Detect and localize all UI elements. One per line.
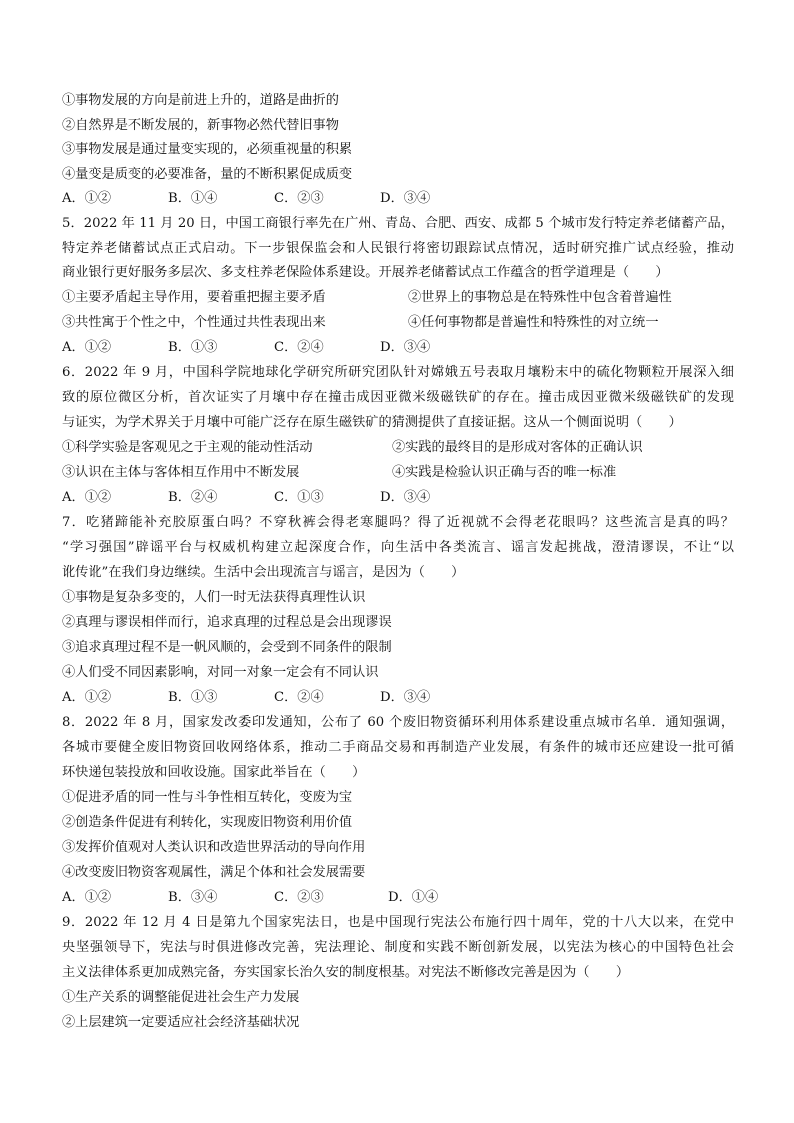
q8-item-1: ①促进矛盾的同一性与斗争性相互转化，变废为宝 bbox=[62, 790, 353, 805]
q5-item-1: ①主要矛盾起主导作用，要着重把握主要矛盾 bbox=[62, 290, 326, 305]
q7-item-2: ②真理与谬误相伴而行，追求真理的过程总是会出现谬误 bbox=[62, 615, 392, 630]
q4-item-4: ④量变是质变的必要准备，量的不断积累促成质变 bbox=[62, 167, 353, 182]
q5-item-2: ②世界上的事物总是在特殊性中包含着普遍性 bbox=[408, 290, 672, 305]
q5-items-row-2 bbox=[62, 314, 659, 332]
q8-stem-line-1: 8．2022 年 8 月，国家发改委印发通知，公布了 60 个废旧物资循环利用体系建设重点城市名单．通知强调， bbox=[62, 715, 734, 730]
q5-item-4: ④任何事物都是普遍性和特殊性的对立统一 bbox=[408, 315, 659, 330]
q6-stem-line-2: 致的原位微区分析，首次证实了月壤中存在撞击成因亚微米级磁铁矿的存在。撞击成因亚微米级磁铁矿的发现 bbox=[62, 390, 734, 405]
q7-stem-line-1: 7．吃猪蹄能补充胶原蛋白吗？不穿秋裤会得老寒腿吗？得了近视就不会得老花眼吗？这些流言是真的吗？ bbox=[62, 515, 734, 530]
q6-stem-line-1: 6．2022 年 9 月，中国科学院地球化学研究所研究团队针对嫦娥五号表取月壤粉末中的硫化物颗粒开展深入细 bbox=[62, 365, 734, 380]
q8-item-4: ④改变废旧物资客观属性，满足个体和社会发展需要 bbox=[62, 865, 366, 880]
q5-option-a[interactable]: A．①② bbox=[62, 340, 112, 355]
q5-items-row-1 bbox=[62, 289, 672, 307]
q5-stem-line-2: 特定养老储蓄试点正式启动。下一步银保监会和人民银行将密切跟踪试点情况，适时研究推广试点经验，推动 bbox=[62, 241, 734, 256]
q7-option-a[interactable]: A．①② bbox=[62, 690, 112, 705]
q7-item-1: ①事物是复杂多变的，人们一时无法获得真理性认识 bbox=[62, 590, 366, 605]
q6-item-2: ②实践的最终目的是形成对客体的正确认识 bbox=[392, 440, 643, 455]
q7-option-c[interactable]: C．②④ bbox=[274, 690, 324, 705]
q7-stem-line-3: 讹传讹”在我们身边继续。生活中会出现流言与谣言，是因为（ ） bbox=[62, 565, 465, 580]
q7-option-b[interactable]: B．①③ bbox=[168, 690, 218, 705]
q8-item-2: ②创造条件促进有利转化，实现废旧物资利用价值 bbox=[62, 815, 353, 830]
q6-option-c[interactable]: C．①③ bbox=[274, 490, 324, 505]
q9-stem-line-3: 主义法律体系更加成熟完备，夯实国家长治久安的制度根基。对宪法不断修改完善是因为（ ） bbox=[62, 965, 630, 980]
q8-option-d[interactable]: D．①④ bbox=[388, 890, 439, 905]
q8-option-c[interactable]: C．②③ bbox=[274, 890, 324, 905]
q8-stem-line-3: 环快递包装投放和回收设施。国家此举旨在（ ） bbox=[62, 765, 366, 780]
q9-stem-line-1: 9．2022 年 12 月 4 日是第九个国家宪法日，也是中国现行宪法公布施行四十周年，党的十八大以来，在党中 bbox=[62, 915, 734, 930]
q6-stem-line-3: 与证实，为学术界关于月壤中可能广泛存在原生磁铁矿的猜测提供了直接证据。这从一个侧面说明（ ） bbox=[62, 415, 682, 430]
q6-item-4: ④实践是检验认识正确与否的唯一标准 bbox=[392, 465, 617, 480]
q5-option-c[interactable]: C．②④ bbox=[274, 340, 324, 355]
q4-option-c[interactable]: C．②③ bbox=[274, 191, 324, 206]
q5-stem-line-3: 商业银行更好服务多层次、多支柱养老保险体系建设。开展养老储蓄试点工作蕴含的哲学道理是（ ） bbox=[62, 265, 669, 280]
q8-stem-line-2: 各城市要健全废旧物资回收网络体系，推动二手商品交易和再制造产业发展，有条件的城市还应建设一批可循 bbox=[62, 740, 734, 755]
q6-option-d[interactable]: D．③④ bbox=[380, 490, 431, 505]
q4-option-d[interactable]: D．③④ bbox=[380, 191, 431, 206]
q6-items-row-2 bbox=[62, 464, 616, 482]
q6-option-a[interactable]: A．①② bbox=[62, 490, 112, 505]
q6-item-3: ③认识在主体与客体相互作用中不断发展 bbox=[62, 465, 300, 480]
q7-option-d[interactable]: D．③④ bbox=[380, 690, 431, 705]
q8-options bbox=[62, 889, 438, 907]
q4-option-b[interactable]: B．①④ bbox=[168, 191, 218, 206]
q9-item-2: ②上层建筑一定要适应社会经济基础状况 bbox=[62, 1015, 300, 1030]
q9-item-1: ①生产关系的调整能促进社会生产力发展 bbox=[62, 990, 300, 1005]
q8-item-3: ③发挥价值观对人类认识和改造世界活动的导向作用 bbox=[62, 840, 366, 855]
q5-item-3: ③共性寓于个性之中，个性通过共性表现出来 bbox=[62, 315, 326, 330]
q6-item-1: ①科学实验是客观见之于主观的能动性活动 bbox=[62, 440, 313, 455]
q5-option-d[interactable]: D．③④ bbox=[380, 340, 431, 355]
q4-item-3: ③事物发展是通过量变实现的，必须重视量的积累 bbox=[62, 142, 353, 157]
q4-item-2: ②自然界是不断发展的，新事物必然代替旧事物 bbox=[62, 118, 339, 133]
q7-item-4: ④人们受不同因素影响，对同一对象一定会有不同认识 bbox=[62, 665, 379, 680]
q4-option-a[interactable]: A．①② bbox=[62, 191, 112, 206]
q4-item-1: ①事物发展的方向是前进上升的，道路是曲折的 bbox=[62, 93, 339, 108]
q8-option-b[interactable]: B．③④ bbox=[168, 890, 218, 905]
q5-option-b[interactable]: B．①③ bbox=[168, 340, 218, 355]
q4-options bbox=[62, 190, 430, 208]
q6-items-row-1 bbox=[62, 439, 643, 457]
q6-option-b[interactable]: B．②④ bbox=[168, 490, 218, 505]
q9-stem-line-2: 央坚强领导下，宪法与时俱进修改完善，宪法理论、制度和实践不断创新发展，以宪法为核心的中国特色社会 bbox=[62, 940, 734, 955]
q8-option-a[interactable]: A．①② bbox=[62, 890, 112, 905]
q5-stem-line-1: 5．2022 年 11 月 20 日，中国工商银行率先在广州、青岛、合肥、西安、成都 5 个城市发行特定养老储蓄产品， bbox=[62, 216, 734, 231]
q5-options bbox=[62, 339, 430, 357]
q6-options bbox=[62, 489, 430, 507]
q7-stem-line-2: “学习强国”辟谣平台与权威机构建立起深度合作，向生活中各类流言、谣言发起挑战，澄清谬误，不让“以 bbox=[62, 540, 734, 555]
q7-item-3: ③追求真理过程不是一帆风顺的，会受到不同条件的限制 bbox=[62, 640, 392, 655]
q7-options bbox=[62, 689, 430, 707]
